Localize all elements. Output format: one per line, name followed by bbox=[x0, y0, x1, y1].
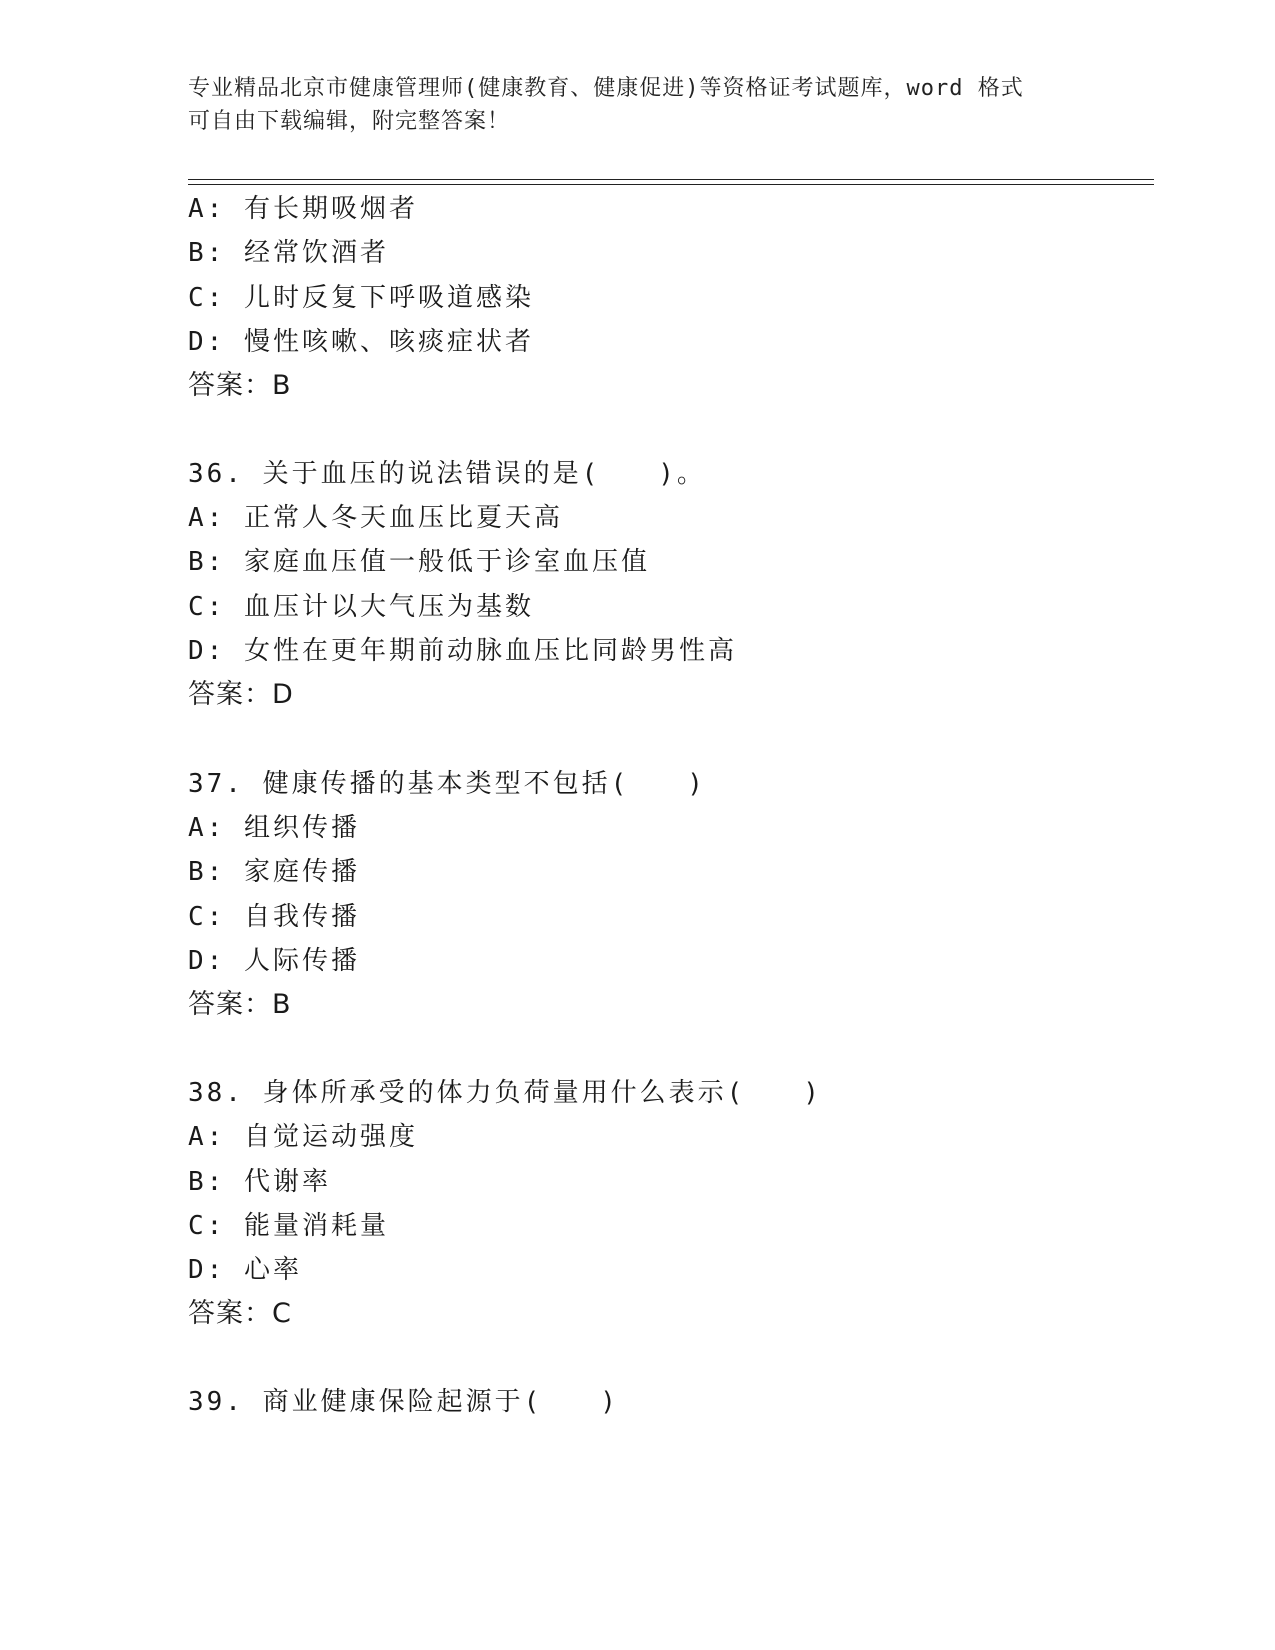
q38-option-a: A: 自觉运动强度 bbox=[188, 1122, 418, 1152]
q36-question: 36. 关于血压的说法错误的是( )。 bbox=[188, 459, 706, 489]
q35-option-b: B: 经常饮酒者 bbox=[188, 238, 389, 268]
header-line-2: 可自由下载编辑，附完整答案！ bbox=[188, 109, 511, 134]
document-header bbox=[188, 72, 1068, 138]
q38-answer: 答案：C bbox=[188, 1298, 292, 1329]
q39-question: 39. 商业健康保险起源于( ) bbox=[188, 1387, 619, 1417]
q38-option-b: B: 代谢率 bbox=[188, 1167, 331, 1197]
q38-option-d: D: 心率 bbox=[188, 1255, 302, 1285]
q35-answer: 答案：B bbox=[188, 370, 292, 401]
q36-option-b: B: 家庭血压值一般低于诊室血压值 bbox=[188, 547, 650, 577]
q36-answer: 答案：D bbox=[188, 679, 294, 710]
q37-answer: 答案：B bbox=[188, 989, 292, 1020]
q36-option-c: C: 血压计以大气压为基数 bbox=[188, 592, 534, 622]
q37-option-d: D: 人际传播 bbox=[188, 946, 360, 976]
q36-option-a: A: 正常人冬天血压比夏天高 bbox=[188, 503, 563, 533]
q36-option-d: D: 女性在更年期前动脉血压比同龄男性高 bbox=[188, 636, 737, 666]
q38-question: 38. 身体所承受的体力负荷量用什么表示( ) bbox=[188, 1078, 822, 1108]
q35-option-c: C: 儿时反复下呼吸道感染 bbox=[188, 283, 534, 313]
q37-option-b: B: 家庭传播 bbox=[188, 857, 360, 887]
q35-option-a: A: 有长期吸烟者 bbox=[188, 194, 418, 224]
q35-option-d: D: 慢性咳嗽、咳痰症状者 bbox=[188, 327, 534, 357]
q37-option-a: A: 组织传播 bbox=[188, 813, 360, 843]
q37-option-c: C: 自我传播 bbox=[188, 902, 360, 932]
q38-option-c: C: 能量消耗量 bbox=[188, 1211, 389, 1241]
header-line-1: 专业精品北京市健康管理师(健康教育、健康促进)等资格证考试题库，word 格式 bbox=[188, 76, 1024, 101]
header-divider-bottom bbox=[188, 184, 1154, 185]
q37-question: 37. 健康传播的基本类型不包括( ) bbox=[188, 769, 706, 799]
header-divider-top bbox=[188, 179, 1154, 180]
